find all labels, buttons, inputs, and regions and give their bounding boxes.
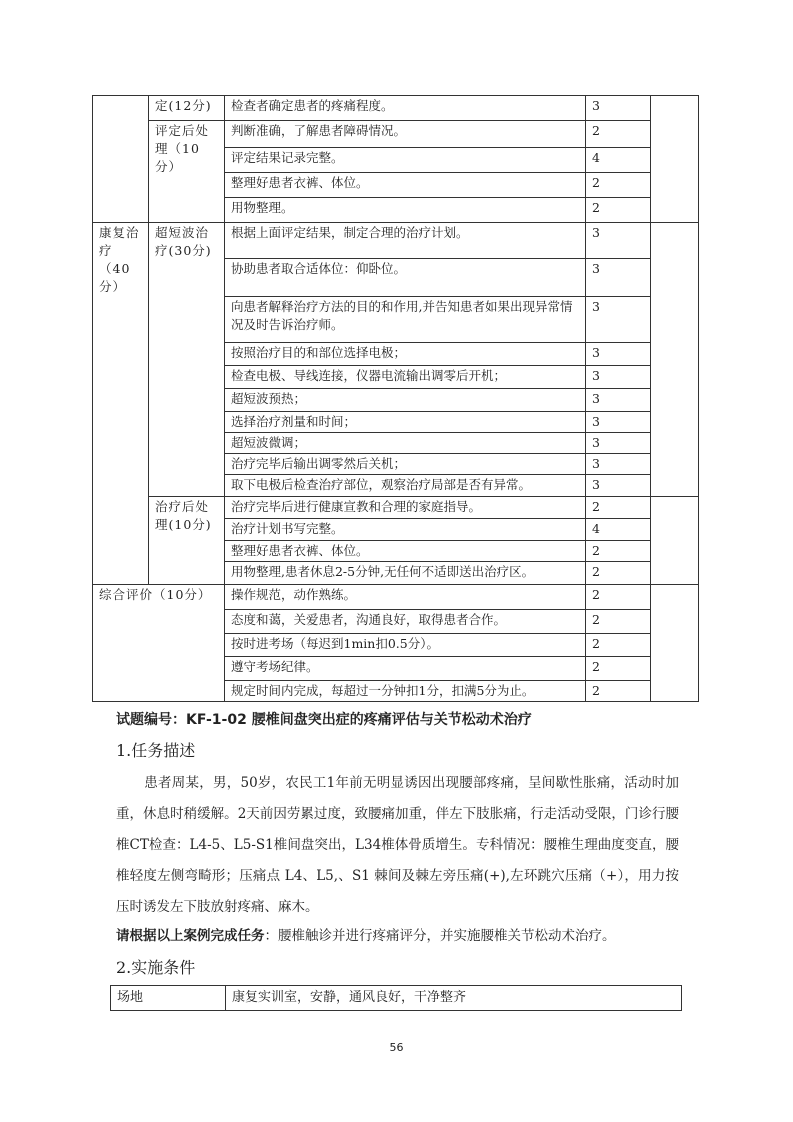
criterion-text: 治疗计划书写完整。 (225, 519, 586, 541)
subsection-label: 评定后处理（10分） (149, 121, 225, 223)
criterion-text: 规定时间内完成，每超过一分钟扣1分，扣满5分为止。 (225, 681, 586, 702)
deduction-cell (651, 585, 699, 702)
page-content (92, 95, 698, 1011)
criterion-score: 3 (586, 96, 651, 121)
criterion-text: 整理好患者衣裤、体位。 (225, 541, 586, 562)
criterion-score: 2 (586, 497, 651, 519)
criterion-text: 按照治疗目的和部位选择电极； (225, 343, 586, 366)
task-instruction (116, 925, 698, 947)
criterion-score: 3 (586, 297, 651, 343)
criterion-score: 2 (586, 562, 651, 585)
deduction-cell (651, 96, 699, 223)
case-description (116, 768, 679, 923)
conditions-table (110, 985, 682, 1011)
deduction-cell (651, 223, 699, 497)
criterion-text: 整理好患者衣裤、体位。 (225, 173, 586, 198)
section-heading-conditions: 2.实施条件 (116, 958, 196, 977)
criterion-score: 3 (586, 366, 651, 389)
criterion-text: 超短波预热； (225, 389, 586, 412)
criterion-score: 3 (586, 475, 651, 497)
task-text: ：腰椎触诊并进行疼痛评分，并实施腰椎关节松动术治疗。 (264, 928, 616, 944)
page-number: 56 (389, 1041, 404, 1054)
criterion-text: 协助患者取合适体位：仰卧位。 (225, 259, 586, 297)
table-row (93, 96, 699, 121)
criterion-text: 按时进考场（每迟到1min扣0.5分）。 (225, 634, 586, 657)
criterion-score: 2 (586, 198, 651, 223)
table-row (93, 585, 699, 610)
deduction-cell (651, 497, 699, 585)
criterion-score: 3 (586, 389, 651, 412)
criterion-text: 操作规范，动作熟练。 (225, 585, 586, 610)
scoring-table (92, 95, 699, 702)
criterion-score: 2 (586, 585, 651, 610)
criterion-score: 2 (586, 634, 651, 657)
criterion-text: 根据上面评定结果，制定合理的治疗计划。 (225, 223, 586, 259)
criterion-text: 态度和蔼，关爱患者，沟通良好，取得患者合作。 (225, 610, 586, 634)
criterion-text: 用物整理。 (225, 198, 586, 223)
criterion-score: 2 (586, 121, 651, 148)
criterion-text: 治疗完毕后输出调零然后关机； (225, 454, 586, 475)
task-label: 请根据以上案例完成任务 (116, 928, 265, 944)
section-label: 综合评价（10分） (93, 585, 225, 702)
subsection-label: 定(12分) (149, 96, 225, 121)
criterion-score: 3 (586, 454, 651, 475)
section-label: 康复治疗（40分） (93, 223, 149, 585)
question-title: 试题编号：KF-1-02 腰椎间盘突出症的疼痛评估与关节松动术治疗 (116, 712, 532, 728)
criterion-text: 判断准确，了解患者障碍情况。 (225, 121, 586, 148)
criterion-score: 3 (586, 259, 651, 297)
table-row (93, 223, 699, 259)
criterion-score: 3 (586, 412, 651, 433)
criterion-text: 评定结果记录完整。 (225, 148, 586, 173)
case-text: 患者周某，男，50岁，农民工1年前无明显诱因出现腰部疼痛，呈间歇性胀痛，活动时加重，休息时稍缓解。2天前因劳累过度，致腰痛加重，伴左下肢胀痛，行走活动受限，门诊行腰椎CT检查：L4-5、L5-S1椎间盘突出，L34椎体骨质增生。专科情况：腰椎生理曲度变直，腰椎轻度左侧弯畸形；压痛点 L4、L5,、S1 棘间及棘左旁压痛(+),左环跳穴压痛（+），用力按压时诱发左下肢放射疼痛、麻木。 (116, 775, 679, 915)
condition-label: 场地 (111, 986, 226, 1011)
criterion-score: 2 (586, 173, 651, 198)
criterion-text: 治疗完毕后进行健康宣教和合理的家庭指导。 (225, 497, 586, 519)
criterion-text: 选择治疗剂量和时间； (225, 412, 586, 433)
criterion-score: 2 (586, 681, 651, 702)
criterion-text: 遵守考场纪律。 (225, 657, 586, 681)
criterion-score: 2 (586, 657, 651, 681)
criterion-score: 3 (586, 223, 651, 259)
criterion-score: 4 (586, 519, 651, 541)
table-row (93, 121, 699, 148)
criterion-score: 3 (586, 433, 651, 454)
criterion-text: 检查者确定患者的疼痛程度。 (225, 96, 586, 121)
section-label (93, 96, 149, 223)
criterion-score: 2 (586, 541, 651, 562)
criterion-score: 4 (586, 148, 651, 173)
criterion-text: 向患者解释治疗方法的目的和作用,并告知患者如果出现异常情况及时告诉治疗师。 (225, 297, 586, 343)
section-heading-task-description: 1.任务描述 (116, 741, 196, 760)
table-row (93, 497, 699, 519)
conditions-row (111, 986, 682, 1011)
condition-value: 康复实训室，安静，通风良好，干净整齐 (226, 986, 682, 1011)
subsection-label: 治疗后处理(10分) (149, 497, 225, 585)
criterion-score: 2 (586, 610, 651, 634)
criterion-score: 3 (586, 343, 651, 366)
criterion-text: 超短波微调； (225, 433, 586, 454)
subsection-label: 超短波治疗(30分) (149, 223, 225, 497)
criterion-text: 取下电极后检查治疗部位，观察治疗局部是否有异常。 (225, 475, 586, 497)
criterion-text: 检查电极、导线连接，仪器电流输出调零后开机； (225, 366, 586, 389)
criterion-text: 用物整理,患者休息2-5分钟,无任何不适即送出治疗区。 (225, 562, 586, 585)
